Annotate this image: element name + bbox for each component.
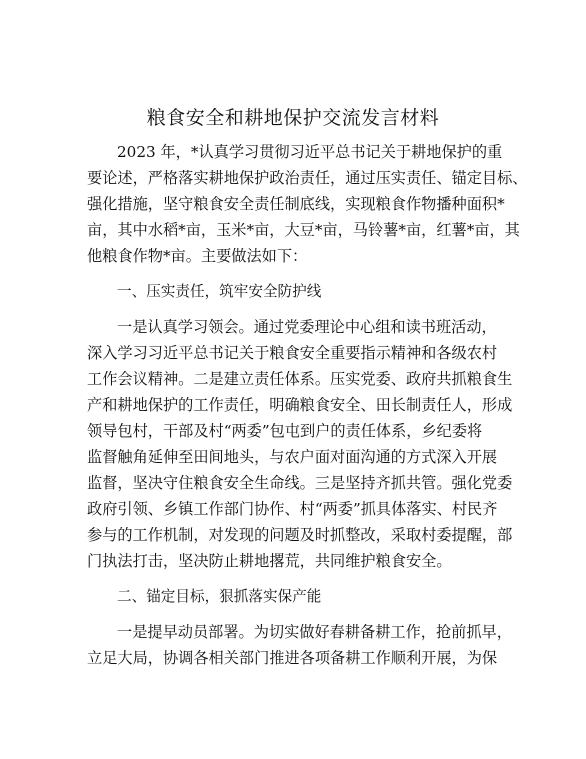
body-line: 领导包村，干部及村“两委”包屯到户的责任体系，乡纪委将 [87,422,483,440]
body-line: 参与的工作机制，对发现的问题及时抓整改，采取村委提醒，部 [87,526,513,544]
body-line: 他粮食作物*亩。主要做法如下： [87,247,308,265]
body-line: 要论述，严格落实耕地保护政治责任，通过压实责任、锚定目标、 [87,169,528,187]
section-heading: 一、压实责任，筑牢安全防护线 [117,283,322,300]
section-heading: 二、锚定目标，狠抓落实保产能 [117,588,322,605]
body-line: 强化措施，坚守粮食安全责任制底线，实现粮食作物播种面积* [87,195,505,213]
body-line: 深入学习习近平总书记关于粮食安全重要指示精神和各级农村 [87,344,498,362]
body-line: 工作会议精神。二是建立责任体系。压实党委、政府共抓粮食生 [87,370,513,388]
body-line: 政府引领、乡镇工作部门协作、村“两委”抓具体落实、村民齐 [87,500,498,518]
body-line: 亩，其中水稻*亩，玉米*亩，大豆*亩，马铃薯*亩，红薯*亩，其 [87,221,520,239]
body-line: 监督，坚决守住粮食安全生命线。三是坚持齐抓共管。强化党委 [87,474,513,492]
body-line: 一是认真学习领会。通过党委理论中心组和读书班活动， [117,318,497,336]
body-line: 产和耕地保护的工作责任，明确粮食安全、田长制责任人，形成 [87,396,513,414]
document-title: 粮食安全和耕地保护交流发言材料 [146,107,440,129]
body-line: 监督触角延伸至田间地头，与农户面对面沟通的方式深入开展 [87,448,498,466]
body-line: 门执法打击，坚决防止耕地撂荒，共同维护粮食安全。 [87,552,452,570]
body-line: 立足大局，协调各相关部门推进各项备耕工作顺利开展，为保 [87,649,498,667]
body-line: 2023 年，*认真学习贯彻习近平总书记关于耕地保护的重 [117,143,503,161]
body-line: 一是提早动员部署。为切实做好春耕备耕工作，抢前抓早， [117,623,512,641]
